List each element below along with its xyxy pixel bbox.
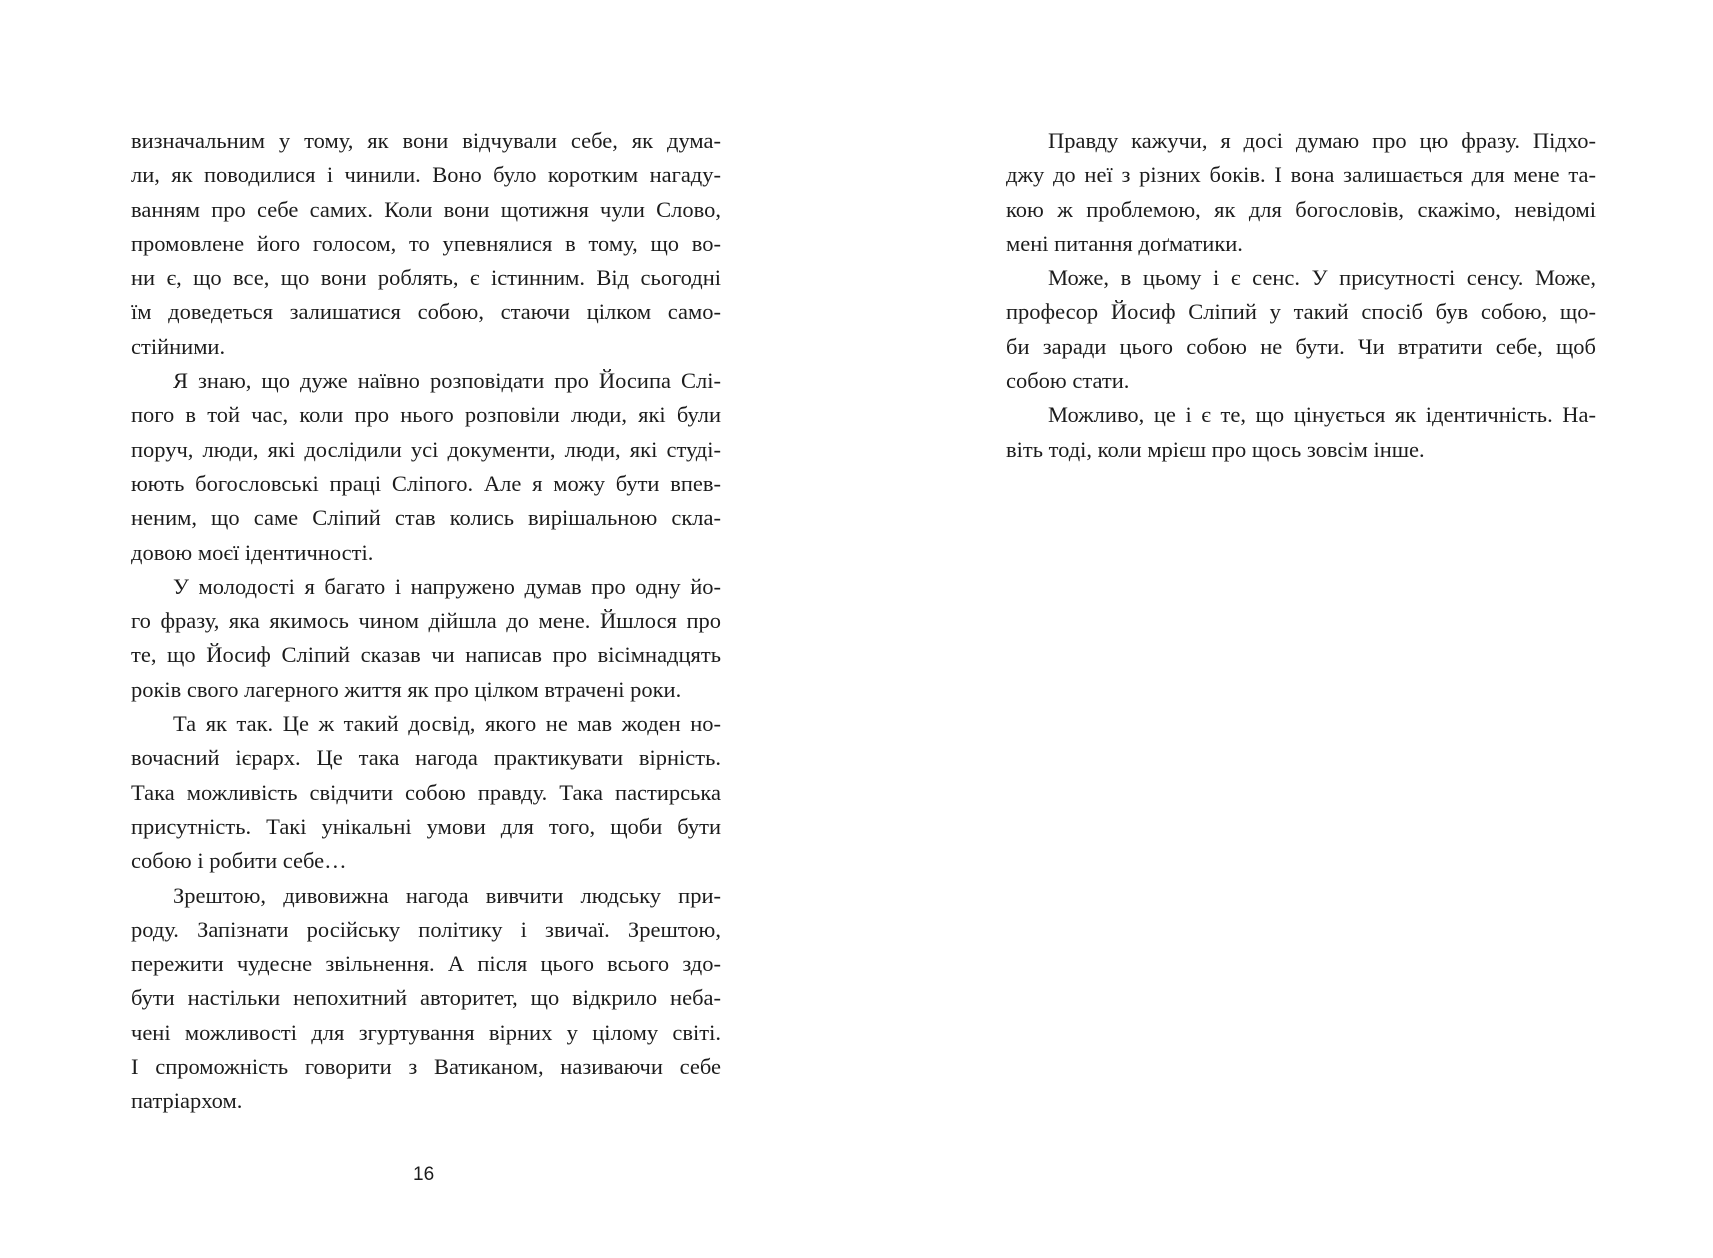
text-line: Та як так. Це ж такий досвід, якого не мав жоден но-	[173, 711, 721, 737]
text-line: ли, як поводилися і чинили. Воно було коротким нагаду-	[131, 162, 721, 188]
text-line: би заради цього собою не бути. Чи втратити себе, щоб	[1006, 333, 1596, 359]
text-line: Можливо, це і є те, що цінується як ідентичність. На-	[1048, 402, 1596, 428]
text-line: І спроможність говорити з Ватиканом, називаючи себе	[131, 1054, 721, 1080]
text-line: професор Йосиф Сліпий у такий спосіб був собою, що-	[1006, 299, 1596, 325]
text-line: промовлене його голосом, то упевнялися в тому, що во-	[131, 230, 721, 256]
right-page	[856, 0, 1713, 1258]
left-text-column	[131, 124, 721, 1119]
text-line: визначальним у тому, як вони відчували себе, як дума-	[131, 128, 721, 153]
text-line: пережити чудесне звільнення. А після цього всього здо-	[131, 951, 721, 977]
text-line: собою стати.	[1006, 368, 1130, 394]
text-line: пого в той час, коли про нього розповіли люди, які були	[131, 402, 721, 428]
text-line: кою ж проблемою, як для богословів, скажімо, невідомі	[1006, 196, 1596, 222]
text-line: бути настільки непохитний авторитет, що відкрило неба-	[131, 985, 721, 1011]
text-line: Я знаю, що дуже наївно розповідати про Йосипа Слі-	[173, 368, 721, 394]
text-line: стійними.	[131, 333, 226, 359]
text-line: Зрештою, дивовижна нагода вивчити людську при-	[173, 882, 721, 908]
text-line: те, що Йосиф Сліпий сказав чи написав про вісімнадцять	[131, 642, 721, 668]
text-line: Така можливість свідчити собою правду. Така пастирська	[131, 779, 721, 805]
text-line: джу до неї з різних боків. І вона залишається для мене та-	[1006, 162, 1596, 188]
text-line: присутність. Такі унікальні умови для того, щоби бути	[131, 813, 721, 839]
paragraph	[131, 364, 721, 570]
text-line: чені можливості для згуртування вірних у цілому світі.	[131, 1019, 721, 1045]
left-page	[0, 0, 856, 1258]
paragraph	[131, 879, 721, 1119]
text-line: вочасний ієрарх. Це така нагода практикувати вірність.	[131, 745, 721, 771]
paragraph	[131, 707, 721, 878]
paragraph	[1006, 124, 1596, 261]
text-line: собою і робити себе…	[131, 848, 347, 874]
right-text-column	[1006, 124, 1596, 467]
paragraph	[131, 570, 721, 707]
page-number-label: 16	[413, 1164, 435, 1185]
text-line: юють богословські праці Сліпого. Але я можу бути впев-	[131, 470, 721, 496]
text-line: довою моєї ідентичності.	[131, 539, 374, 565]
text-line: років свого лагерного життя як про цілком втрачені роки.	[131, 676, 682, 702]
paragraph	[1006, 261, 1596, 398]
text-line: го фразу, яка якимось чином дійшла до мене. Йшлося про	[131, 608, 721, 634]
paragraph	[1006, 398, 1596, 467]
text-line: ванням про себе самих. Коли вони щотижня чули Слово,	[131, 196, 721, 222]
text-line: віть тоді, коли мрієш про щось зовсім інше.	[1006, 436, 1425, 462]
paragraph	[131, 124, 721, 364]
text-line: їм доведеться залишатися собою, стаючи цілком само-	[131, 299, 721, 325]
text-line: патріархом.	[131, 1088, 243, 1114]
text-line: роду. Запізнати російську політику і звичаї. Зрештою,	[131, 916, 721, 942]
text-line: У молодості я багато і напружено думав про одну йо-	[173, 573, 721, 599]
text-line: ни є, що все, що вони роблять, є істинним. Від сьогодні	[131, 265, 721, 291]
text-line: неним, що саме Сліпий став колись вирішальною скла-	[131, 505, 721, 531]
text-line: Може, в цьому і є сенс. У присутності сенсу. Може,	[1048, 265, 1596, 291]
text-line: Правду кажучи, я досі думаю про цю фразу. Підхо-	[1048, 128, 1596, 153]
text-line: мені питання доґматики.	[1006, 230, 1243, 256]
text-line: поруч, люди, які дослідили усі документи, люди, які студі-	[131, 436, 721, 462]
